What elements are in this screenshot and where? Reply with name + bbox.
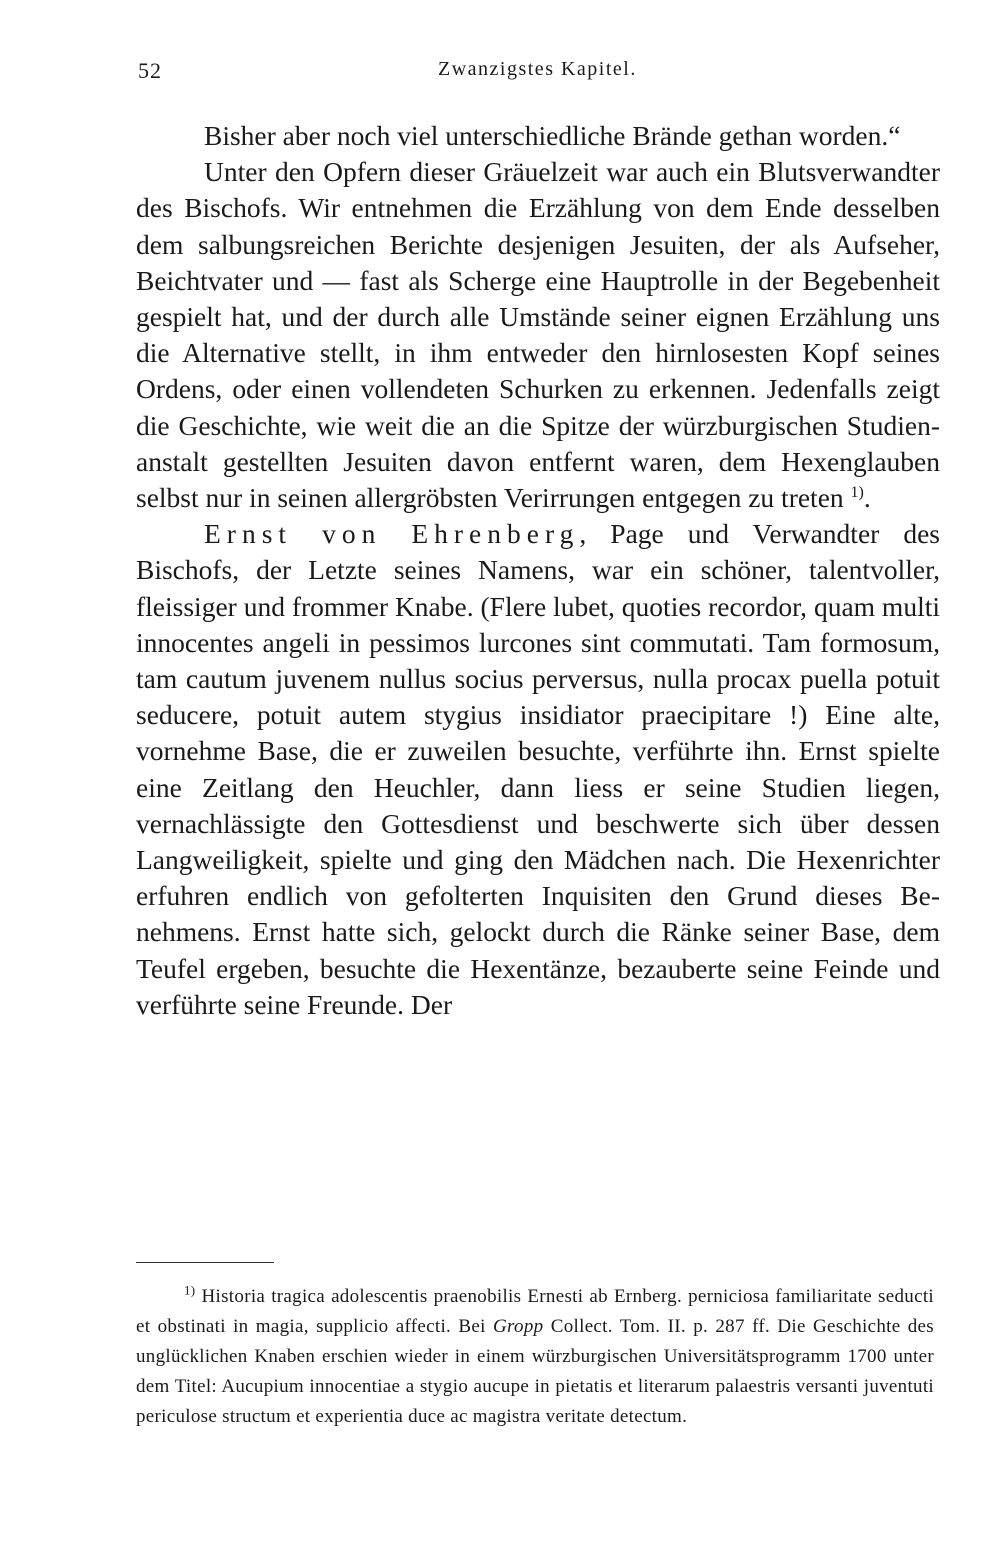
footnote-author: Gropp [493, 1316, 544, 1337]
page-header [138, 58, 938, 88]
main-text [136, 118, 940, 1023]
footnote: $^{1)}$ Historia tragica adolescentis praenobilis Ernesti ab Ernberg. perniciosa familiaritate seducti et obstinati in magia, supplicio affecti. Bei Gropp Collect. Tom. II. p. 287 ff. Die Geschichte des unglücklichen Knaben erschien wieder in einem würzburgischen Universitätsprogramm 1700 unter dem Titel: Aucupium innocentiae a stygio aucupe in pietatis et literarum palaestris versanti juventuti periculose structum et experientia duce ac magistra veritate detectum. [136, 1282, 934, 1427]
paragraph-1: Bisher aber noch viel unterschiedliche Brände gethan worden.“ [204, 120, 901, 151]
page-number: 52 [138, 58, 162, 83]
spaced-name: Ernst von Ehrenberg [204, 518, 580, 550]
paragraph-2: Unter den Opfern dieser Gräuelzeit war auch ein Blutsverwandter des Bischofs. Wir entnehmen die Erzählung von dem Ende desselben dem salbungsreichen Berichte desjenigen Jesuiten, der als Aufseher, Beichtvater und — fast als Scherge eine Hauptrolle in der Begebenheit gespielt hat, und der durch alle Umstände seiner eignen Erzählung uns die Alternative stellt, in ihm entweder den hirnlosesten Kopf seines Ordens, oder einen vollendeten Schurken zu erkennen. Jedenfalls zeigt die Geschichte, wie weit die an die Spitze der würzburgischen Studienanstalt gestellten Jesuiten davon entfernt waren, dem Hexenglauben selbst nur in seinen allergröbsten Verirrungen entgegen zu treten $^{1)}$. [136, 156, 940, 514]
paragraph-3: Ernst von Ehrenberg, Page und Verwandter des Bischofs, der Letzte seines Namens, war ein schöner, talentvoller, fleissiger und frommer Knabe. (Flere lubet, quoties recordor, quam multi innocentes angeli in pessimos lurcones sint commutati. Tam formosum, tam cautum juvenem nullus socius perversus, nulla procax puella potuit seducere, potuit autem stygius insidiator praecipitare !) Eine alte, vornehme Base, die er zuweilen besuchte, verführte ihn. Ernst spielte eine Zeitlang den Heuchler, dann liess er seine Studien liegen, vernachlässigte den Gottesdienst und beschwerte sich über dessen Langweiligkeit, spielte und ging den Mädchen nach. Die Hexenrichter erfuhren endlich von gefolterten Inquisiten den Grund dieses Benehmens. Ernst hatte sich, gelockt durch die Ränke seiner Base, dem Teufel ergeben, besuchte die Hexentänze, bezauberte seine Feinde und verführte seine Freunde. Der [136, 518, 940, 1020]
footnote-marker: 1) [184, 1282, 196, 1298]
footnote-reference: 1) [850, 483, 864, 501]
running-title: Zwanzigstes Kapitel. [438, 58, 637, 80]
footnote-divider [136, 1262, 274, 1263]
